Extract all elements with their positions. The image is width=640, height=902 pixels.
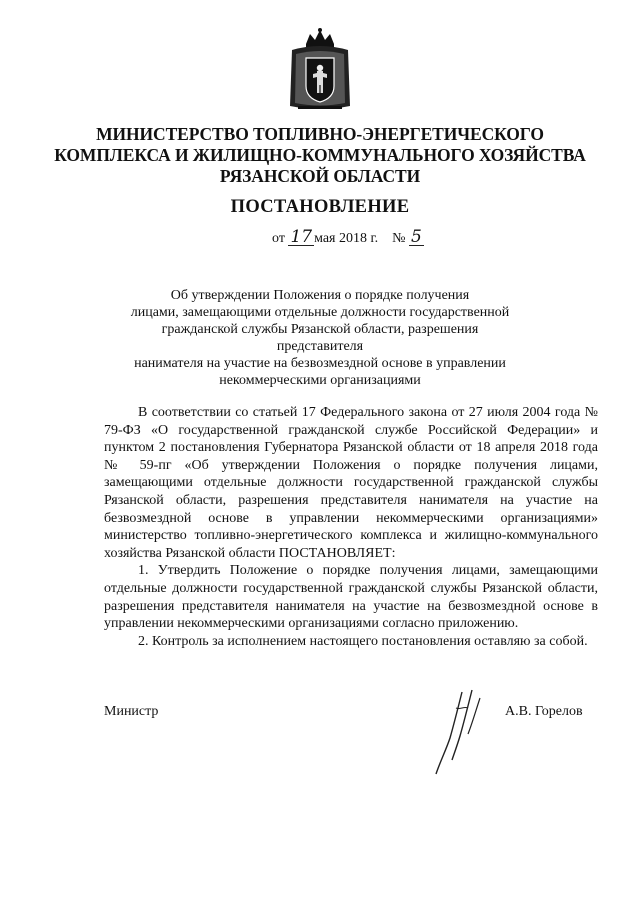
ministry-line: МИНИСТЕРСТВО ТОПЛИВНО-ЭНЕРГЕТИЧЕСКОГО — [96, 124, 544, 144]
date-prefix: от — [272, 231, 285, 246]
document-subject — [120, 287, 520, 389]
signatory-title: Министр — [104, 704, 159, 719]
number-label: № — [392, 231, 406, 246]
date-line — [272, 229, 424, 247]
coat-of-arms-icon — [284, 26, 356, 114]
ministry-line: КОМПЛЕКСА И ЖИЛИЩНО-КОММУНАЛЬНОГО ХОЗЯЙСТВА — [54, 145, 586, 165]
body-paragraph: 2. Контроль за исполнением настоящего постановления оставляю за собой. — [138, 633, 588, 649]
subject-line: некоммерческими организациями — [219, 373, 421, 388]
document-number: 5 — [411, 227, 422, 247]
date-day: 17 — [290, 227, 313, 247]
body-paragraph: 1. Утвердить Положение о порядке получения лицами, замещающими отдельные должности государственной гражданской службы Рязанской области, разрешения представителя нанимателя на участие на безвозмездной основе в управлении некоммерческими организациями согласно приложению. — [104, 563, 598, 632]
document-body — [104, 404, 598, 650]
signatory-name: А.В. Горелов — [505, 704, 583, 719]
document-type: ПОСТАНОВЛЕНИЕ — [230, 197, 410, 217]
subject-line: Об утверждении Положения о порядке получения — [170, 288, 470, 303]
ministry-line: РЯЗАНСКОЙ ОБЛАСТИ — [219, 166, 421, 186]
date-month-year: мая 2018 г. — [314, 231, 379, 246]
subject-line: лицами, замещающими отдельные должности государственной — [130, 305, 510, 320]
body-paragraph: В соответствии со статьей 17 Федерального закона от 27 июля 2004 года № 79-ФЗ «О государственной гражданской службе Российской Федерации» и пунктом 2 постановления Губернатора Рязанской области от 18 апреля 2018 года № 59-пг «Об утверждении Положения о порядке получения лицами, замещающими отдельные должности государственной гражданской службы Рязанской области, разрешения представителя нанимателя на участие на безвозмездной основе в управлении некоммерческими организациями» министерство топливно-энергетического комплекса и жилищно-коммунального хозяйства Рязанской области ПОСТАНОВЛЯЕТ: — [104, 405, 598, 561]
handwritten-signature — [428, 688, 492, 778]
subject-line: нанимателя на участие на безвозмездной основе в управлении — [134, 356, 506, 371]
ministry-name — [40, 124, 600, 187]
subject-line: гражданской службы Рязанской области, разрешения представителя — [161, 322, 479, 354]
